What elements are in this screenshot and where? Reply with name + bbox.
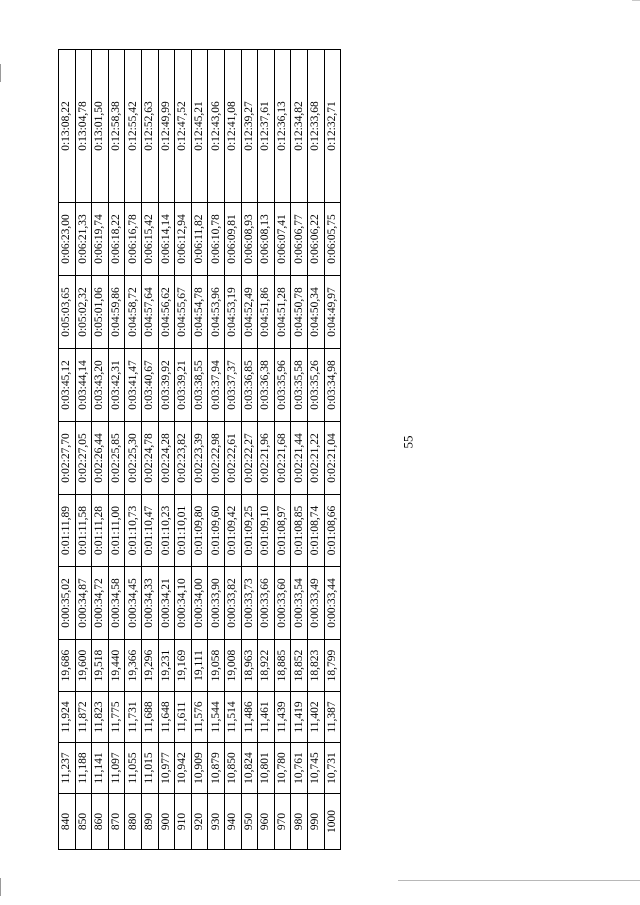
cell-current-value: 960	[258, 794, 275, 850]
cell-time-6: 0:06:18,22	[108, 203, 125, 276]
cell-value-b: 11,544	[208, 692, 225, 743]
cell-time-2: 0:01:10,23	[158, 495, 175, 567]
table-row	[224, 50, 241, 850]
cell-value-c: 18,963	[241, 640, 258, 692]
cell-value-a: 10,761	[291, 743, 308, 794]
cell-value-a: 10,942	[175, 743, 192, 794]
cell-time-7: 0:13:08,22	[59, 50, 76, 203]
cell-time-1: 0:00:34,00	[191, 567, 208, 640]
cell-current-value: 890	[141, 794, 158, 850]
cell-value-c: 19,169	[175, 640, 192, 692]
cell-current-value: 870	[108, 794, 125, 850]
cell-value-a: 11,141	[92, 743, 109, 794]
table-row	[92, 50, 109, 850]
cell-time-1: 0:00:33,90	[208, 567, 225, 640]
table-row	[274, 50, 291, 850]
cell-value-b: 11,872	[75, 692, 92, 743]
cell-time-7: 0:12:45,21	[191, 50, 208, 203]
cell-time-7: 0:12:52,63	[141, 50, 158, 203]
cell-time-4: 0:03:42,31	[108, 349, 125, 422]
cell-time-3: 0:02:25,85	[108, 422, 125, 495]
table-body	[59, 50, 341, 850]
cell-value-a: 10,909	[191, 743, 208, 794]
cell-value-a: 10,780	[274, 743, 291, 794]
cell-value-b: 11,924	[59, 692, 76, 743]
cell-time-4: 0:03:35,96	[274, 349, 291, 422]
cell-time-2: 0:01:09,10	[258, 495, 275, 567]
cell-time-5: 0:04:52,49	[241, 276, 258, 349]
cell-value-b: 11,387	[324, 692, 341, 743]
cell-time-7: 0:12:55,42	[125, 50, 142, 203]
cell-current-value: 920	[191, 794, 208, 850]
cell-time-1: 0:00:34,87	[75, 567, 92, 640]
cell-value-b: 11,775	[108, 692, 125, 743]
scan-bottom-rule	[398, 880, 640, 881]
cell-time-2: 0:01:11,00	[108, 495, 125, 567]
cell-value-a: 11,097	[108, 743, 125, 794]
cell-time-2: 0:01:09,80	[191, 495, 208, 567]
cell-time-5: 0:04:59,86	[108, 276, 125, 349]
cell-time-6: 0:06:12,94	[175, 203, 192, 276]
cell-time-1: 0:00:33,44	[324, 567, 341, 640]
cell-time-3: 0:02:24,78	[141, 422, 158, 495]
cell-current-value: 840	[59, 794, 76, 850]
cell-value-b: 11,823	[92, 692, 109, 743]
cell-current-value: 940	[224, 794, 241, 850]
cell-time-6: 0:06:08,13	[258, 203, 275, 276]
rotated-table-wrapper	[58, 50, 341, 850]
table-row	[141, 50, 158, 850]
cell-time-3: 0:02:24,28	[158, 422, 175, 495]
cell-time-2: 0:01:08,74	[307, 495, 324, 567]
cell-time-5: 0:04:56,62	[158, 276, 175, 349]
cell-time-3: 0:02:23,82	[175, 422, 192, 495]
cell-value-a: 11,015	[141, 743, 158, 794]
cell-time-2: 0:01:10,47	[141, 495, 158, 567]
cell-current-value: 910	[175, 794, 192, 850]
cell-time-7: 0:13:01,50	[92, 50, 109, 203]
cell-current-value: 990	[307, 794, 324, 850]
cell-time-5: 0:05:01,06	[92, 276, 109, 349]
cell-value-c: 19,518	[92, 640, 109, 692]
cell-time-1: 0:00:33,49	[307, 567, 324, 640]
cell-time-5: 0:05:02,32	[75, 276, 92, 349]
cell-time-5: 0:05:03,65	[59, 276, 76, 349]
cell-time-1: 0:00:33,73	[241, 567, 258, 640]
cell-time-7: 0:12:33,68	[307, 50, 324, 203]
cell-time-1: 0:00:34,72	[92, 567, 109, 640]
scan-corner-mark	[632, 0, 640, 1]
cell-time-4: 0:03:36,38	[258, 349, 275, 422]
table-row	[324, 50, 341, 850]
cell-time-3: 0:02:27,05	[75, 422, 92, 495]
cell-time-2: 0:01:09,60	[208, 495, 225, 567]
cell-value-c: 19,296	[141, 640, 158, 692]
cell-time-6: 0:06:09,81	[224, 203, 241, 276]
cell-time-2: 0:01:11,58	[75, 495, 92, 567]
cell-time-6: 0:06:21,33	[75, 203, 92, 276]
cell-value-b: 11,514	[224, 692, 241, 743]
cell-time-4: 0:03:35,58	[291, 349, 308, 422]
table-row	[258, 50, 275, 850]
cell-time-5: 0:04:54,78	[191, 276, 208, 349]
cell-time-5: 0:04:50,78	[291, 276, 308, 349]
cell-time-2: 0:01:11,28	[92, 495, 109, 567]
results-table	[58, 49, 341, 850]
cell-time-7: 0:12:43,06	[208, 50, 225, 203]
table-row	[175, 50, 192, 850]
cell-time-5: 0:04:55,67	[175, 276, 192, 349]
table-row	[59, 50, 76, 850]
cell-time-3: 0:02:22,98	[208, 422, 225, 495]
cell-time-6: 0:06:07,41	[274, 203, 291, 276]
cell-time-5: 0:04:49,97	[324, 276, 341, 349]
cell-time-3: 0:02:22,27	[241, 422, 258, 495]
table-row	[125, 50, 142, 850]
cell-current-value: 850	[75, 794, 92, 850]
cell-time-2: 0:01:09,42	[224, 495, 241, 567]
table-row	[241, 50, 258, 850]
cell-value-b: 11,439	[274, 692, 291, 743]
table-row	[75, 50, 92, 850]
cell-time-7: 0:12:39,27	[241, 50, 258, 203]
cell-time-4: 0:03:40,67	[141, 349, 158, 422]
cell-time-5: 0:04:53,96	[208, 276, 225, 349]
cell-value-a: 10,824	[241, 743, 258, 794]
cell-time-7: 0:12:37,61	[258, 50, 275, 203]
cell-time-1: 0:00:34,10	[175, 567, 192, 640]
cell-time-2: 0:01:08,85	[291, 495, 308, 567]
cell-time-4: 0:03:34,98	[324, 349, 341, 422]
cell-time-7: 0:13:04,78	[75, 50, 92, 203]
cell-time-7: 0:12:34,82	[291, 50, 308, 203]
cell-value-c: 18,852	[291, 640, 308, 692]
cell-value-a: 10,850	[224, 743, 241, 794]
cell-value-a: 11,055	[125, 743, 142, 794]
cell-value-b: 11,419	[291, 692, 308, 743]
cell-value-b: 11,731	[125, 692, 142, 743]
cell-time-1: 0:00:34,45	[125, 567, 142, 640]
cell-time-3: 0:02:22,61	[224, 422, 241, 495]
cell-time-2: 0:01:10,73	[125, 495, 142, 567]
cell-value-c: 19,058	[208, 640, 225, 692]
cell-current-value: 980	[291, 794, 308, 850]
cell-time-6: 0:06:11,82	[191, 203, 208, 276]
cell-time-1: 0:00:35,02	[59, 567, 76, 640]
cell-value-c: 18,823	[307, 640, 324, 692]
cell-time-4: 0:03:41,47	[125, 349, 142, 422]
cell-current-value: 930	[208, 794, 225, 850]
cell-time-5: 0:04:51,28	[274, 276, 291, 349]
cell-value-c: 19,008	[224, 640, 241, 692]
cell-value-a: 10,731	[324, 743, 341, 794]
cell-current-value: 860	[92, 794, 109, 850]
cell-value-a: 10,879	[208, 743, 225, 794]
cell-time-4: 0:03:37,37	[224, 349, 241, 422]
cell-time-6: 0:06:10,78	[208, 203, 225, 276]
cell-time-6: 0:06:06,22	[307, 203, 324, 276]
cell-time-7: 0:12:47,52	[175, 50, 192, 203]
cell-time-3: 0:02:21,22	[307, 422, 324, 495]
cell-time-3: 0:02:21,04	[324, 422, 341, 495]
cell-time-1: 0:00:33,66	[258, 567, 275, 640]
cell-time-6: 0:06:23,00	[59, 203, 76, 276]
cell-time-3: 0:02:23,39	[191, 422, 208, 495]
cell-time-7: 0:12:41,08	[224, 50, 241, 203]
cell-value-b: 11,402	[307, 692, 324, 743]
cell-time-1: 0:00:34,33	[141, 567, 158, 640]
table-row	[208, 50, 225, 850]
cell-time-4: 0:03:43,20	[92, 349, 109, 422]
cell-time-2: 0:01:10,01	[175, 495, 192, 567]
cell-time-4: 0:03:39,21	[175, 349, 192, 422]
cell-value-b: 11,486	[241, 692, 258, 743]
cell-time-2: 0:01:08,66	[324, 495, 341, 567]
cell-time-1: 0:00:33,54	[291, 567, 308, 640]
table-row	[291, 50, 308, 850]
cell-value-a: 10,745	[307, 743, 324, 794]
scan-edge-mark-bottom	[0, 878, 1, 896]
cell-value-c: 18,922	[258, 640, 275, 692]
cell-time-3: 0:02:21,44	[291, 422, 308, 495]
cell-value-a: 11,237	[59, 743, 76, 794]
cell-time-6: 0:06:05,75	[324, 203, 341, 276]
cell-current-value: 950	[241, 794, 258, 850]
cell-time-3: 0:02:21,68	[274, 422, 291, 495]
cell-time-3: 0:02:27,70	[59, 422, 76, 495]
cell-value-a: 10,977	[158, 743, 175, 794]
cell-time-2: 0:01:11,89	[59, 495, 76, 567]
cell-value-a: 10,801	[258, 743, 275, 794]
cell-time-6: 0:06:19,74	[92, 203, 109, 276]
cell-time-2: 0:01:09,25	[241, 495, 258, 567]
cell-value-c: 18,885	[274, 640, 291, 692]
cell-time-4: 0:03:37,94	[208, 349, 225, 422]
cell-time-3: 0:02:25,30	[125, 422, 142, 495]
page-number: 55	[400, 435, 416, 449]
cell-time-7: 0:12:32,71	[324, 50, 341, 203]
cell-current-value: 1000	[324, 794, 341, 850]
cell-time-2: 0:01:08,97	[274, 495, 291, 567]
cell-value-b: 11,648	[158, 692, 175, 743]
cell-time-5: 0:04:51,86	[258, 276, 275, 349]
cell-value-c: 19,231	[158, 640, 175, 692]
table-row	[307, 50, 324, 850]
cell-time-3: 0:02:26,44	[92, 422, 109, 495]
cell-current-value: 970	[274, 794, 291, 850]
cell-time-4: 0:03:36,85	[241, 349, 258, 422]
cell-value-b: 11,576	[191, 692, 208, 743]
cell-value-c: 19,600	[75, 640, 92, 692]
cell-time-1: 0:00:33,60	[274, 567, 291, 640]
cell-time-6: 0:06:14,14	[158, 203, 175, 276]
cell-time-1: 0:00:34,21	[158, 567, 175, 640]
cell-time-7: 0:12:36,13	[274, 50, 291, 203]
cell-time-5: 0:04:53,19	[224, 276, 241, 349]
table-row	[108, 50, 125, 850]
cell-value-c: 19,366	[125, 640, 142, 692]
cell-time-5: 0:04:57,64	[141, 276, 158, 349]
cell-time-7: 0:12:58,38	[108, 50, 125, 203]
table-row	[158, 50, 175, 850]
cell-time-5: 0:04:50,34	[307, 276, 324, 349]
cell-time-1: 0:00:33,82	[224, 567, 241, 640]
cell-time-6: 0:06:08,93	[241, 203, 258, 276]
cell-time-4: 0:03:39,92	[158, 349, 175, 422]
cell-value-b: 11,688	[141, 692, 158, 743]
cell-current-value: 900	[158, 794, 175, 850]
cell-value-b: 11,461	[258, 692, 275, 743]
cell-time-1: 0:00:34,58	[108, 567, 125, 640]
cell-value-c: 18,799	[324, 640, 341, 692]
cell-time-4: 0:03:38,55	[191, 349, 208, 422]
cell-time-4: 0:03:45,12	[59, 349, 76, 422]
cell-time-7: 0:12:49,99	[158, 50, 175, 203]
cell-time-6: 0:06:06,77	[291, 203, 308, 276]
cell-value-b: 11,611	[175, 692, 192, 743]
cell-current-value: 880	[125, 794, 142, 850]
cell-value-c: 19,686	[59, 640, 76, 692]
cell-value-c: 19,440	[108, 640, 125, 692]
cell-time-4: 0:03:44,14	[75, 349, 92, 422]
cell-time-5: 0:04:58,72	[125, 276, 142, 349]
scan-edge-mark-top	[0, 64, 1, 82]
cell-time-6: 0:06:15,42	[141, 203, 158, 276]
cell-value-a: 11,188	[75, 743, 92, 794]
cell-time-3: 0:02:21,96	[258, 422, 275, 495]
cell-time-6: 0:06:16,78	[125, 203, 142, 276]
cell-time-4: 0:03:35,26	[307, 349, 324, 422]
table-row	[191, 50, 208, 850]
cell-value-c: 19,111	[191, 640, 208, 692]
